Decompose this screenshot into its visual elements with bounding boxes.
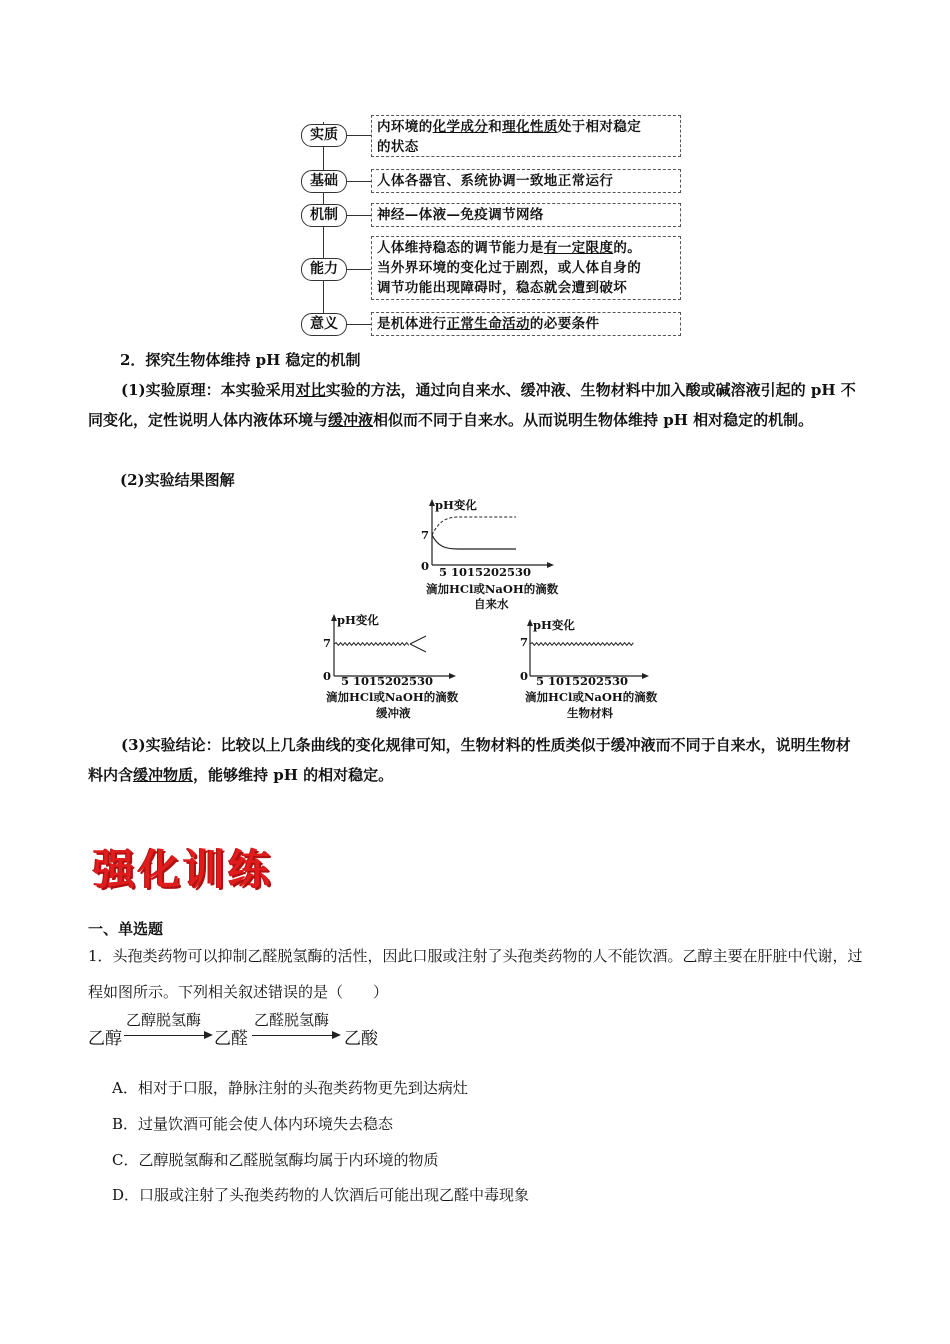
section-banner: 强化训练 (93, 845, 274, 894)
box-significance (371, 312, 681, 336)
graph-origin: 0 (520, 669, 529, 683)
box-text: 的状态 (377, 139, 419, 155)
connector (347, 269, 371, 270)
box-text: 当外界环境的变化过于剧烈，或人体自身的 (377, 260, 642, 276)
graph-xlabel: 滴加HCl或NaOH的滴数 (525, 690, 658, 704)
question-stem: 1．头孢类药物可以抑制乙醛脱氢酶的活性，因此口服或注射了头孢类药物的人不能饮酒。乙醇主要在肝脏中代谢，过程如图所示。下列相关叙述错误的是（ ） (88, 947, 863, 1001)
box-text: 的必要条件 (529, 316, 600, 332)
principle-text: 相似而不同于自来水。从而说明生物体维持 pH 相对稳定的机制。 (373, 411, 814, 429)
curve-acid (432, 535, 516, 549)
reaction-arrow (124, 1035, 206, 1036)
graph-xticks: 5 1015202530 (536, 674, 629, 688)
conclusion-paragraph (88, 730, 863, 790)
reaction-intermediate: 乙醛 (214, 1029, 248, 1049)
reaction-enzyme: 乙醛脱氢酶 (254, 1011, 330, 1029)
graph-name: 自来水 (474, 597, 509, 611)
node-mechanism: 机制 (301, 204, 347, 227)
option-d[interactable]: D．口服或注射了头孢类药物的人饮酒后可能出现乙醛中毒现象 (112, 1186, 530, 1204)
reaction-substrate: 乙醇 (88, 1029, 122, 1049)
box-line (377, 314, 675, 334)
box-text: 调节功能出现障碍时，稳态就会遭到破坏 (377, 280, 628, 296)
connector (347, 324, 371, 325)
curve-divergence (410, 636, 426, 652)
graph-xlabel: 滴加HCl或NaOH的滴数 (326, 690, 459, 704)
node-capacity: 能力 (301, 258, 347, 281)
node-essence: 实质 (301, 124, 347, 147)
box-text: 人体各器官、系统协调一致地正常运行 (377, 173, 614, 189)
section-heading: 2．探究生物体维持 pH 稳定的机制 (120, 351, 361, 369)
graph-xlabel: 滴加HCl或NaOH的滴数 (426, 582, 559, 596)
box-essence (371, 115, 681, 157)
principle-text: 实验的方法，通过向自来水、缓冲液、生物材料中加入酸或碱溶液引起的 pH 不同变化，定性说明人体内液体环境与 (88, 381, 856, 429)
reaction-enzyme: 乙醇脱氢酶 (126, 1011, 202, 1029)
box-text: 处于相对稳定 (557, 119, 642, 135)
x-arrow (449, 673, 456, 679)
graph-tap-water (418, 497, 578, 612)
graph-buffer (318, 612, 478, 724)
graph-name: 生物材料 (567, 706, 613, 720)
x-arrow (642, 673, 649, 679)
box-line (377, 258, 675, 278)
principle-paragraph (88, 375, 863, 435)
graph-ylabel: pH变化 (533, 618, 575, 632)
box-line (377, 117, 675, 137)
node-significance: 意义 (301, 313, 347, 336)
graph-origin: 0 (323, 669, 332, 683)
x-arrow (547, 562, 554, 568)
principle-text: 本实验采用 (220, 381, 296, 399)
box-line (377, 137, 675, 157)
underlined-term: 缓冲物质 (133, 766, 194, 784)
option-c[interactable]: C．乙醇脱氢酶和乙醛脱氢酶均属于内环境的物质 (112, 1151, 439, 1169)
reaction-arrowhead (332, 1031, 341, 1039)
graph-biomaterial (517, 617, 677, 725)
graph-ylabel: pH变化 (337, 613, 379, 627)
curve-buffer (334, 643, 409, 646)
underlined-term: 化学成分 (432, 119, 489, 135)
graph-xticks: 5 1015202530 (439, 565, 532, 579)
box-mechanism (371, 203, 681, 227)
curve-biomaterial (530, 643, 633, 646)
principle-label: (1)实验原理： (121, 381, 221, 399)
curve-base (432, 517, 516, 535)
conclusion-label: (3)实验结论： (121, 736, 221, 754)
box-text: 是机体进行 (377, 316, 447, 332)
graph-name: 缓冲液 (376, 706, 411, 720)
question-section-title: 一、单选题 (88, 920, 164, 938)
box-basis (371, 169, 681, 193)
graph-origin: 0 (421, 559, 430, 573)
graph-ytick: 7 (421, 528, 430, 542)
connector (347, 135, 371, 136)
box-line (377, 205, 675, 225)
underlined-term: 有一定限度 (543, 240, 614, 256)
graph-ytick: 7 (323, 636, 332, 650)
reaction-arrowhead (204, 1031, 213, 1039)
reaction-diagram (88, 1010, 408, 1050)
box-text: 的。 (613, 240, 642, 256)
graph-xticks: 5 1015202530 (341, 674, 434, 688)
underlined-term: 缓冲液 (328, 411, 374, 429)
box-text: 内环境的 (377, 119, 433, 135)
reaction-product: 乙酸 (344, 1029, 378, 1049)
underlined-term: 正常生命活动 (446, 316, 530, 332)
option-a[interactable]: A．相对于口服，静脉注射的头孢类药物更先到达病灶 (112, 1079, 468, 1097)
box-line (377, 238, 675, 258)
connector (347, 215, 371, 216)
node-basis: 基础 (301, 170, 347, 193)
graph-ytick: 7 (520, 635, 529, 649)
box-line (377, 278, 675, 298)
reaction-arrow (252, 1035, 334, 1036)
box-text: 和 (488, 119, 503, 135)
box-capacity (371, 236, 681, 300)
connector (347, 181, 371, 182)
graph-ylabel: pH变化 (435, 498, 477, 512)
box-text: 神经—体液—免疫调节网络 (377, 207, 544, 223)
underlined-term: 对比 (295, 381, 326, 399)
box-line (377, 171, 675, 191)
result-heading: (2)实验结果图解 (120, 471, 235, 489)
conclusion-text: 比较以上几条曲线的变化规律可知，生物材料的性质类似于缓冲液而不同于自来水，说明生物材料内含 (88, 736, 851, 784)
box-text: 人体维持稳态的调节能力是 (377, 240, 544, 256)
conclusion-text: ，能够维持 pH 的相对稳定。 (193, 766, 394, 784)
underlined-term: 理化性质 (502, 119, 558, 135)
option-b[interactable]: B．过量饮酒可能会使人体内环境失去稳态 (112, 1115, 394, 1133)
